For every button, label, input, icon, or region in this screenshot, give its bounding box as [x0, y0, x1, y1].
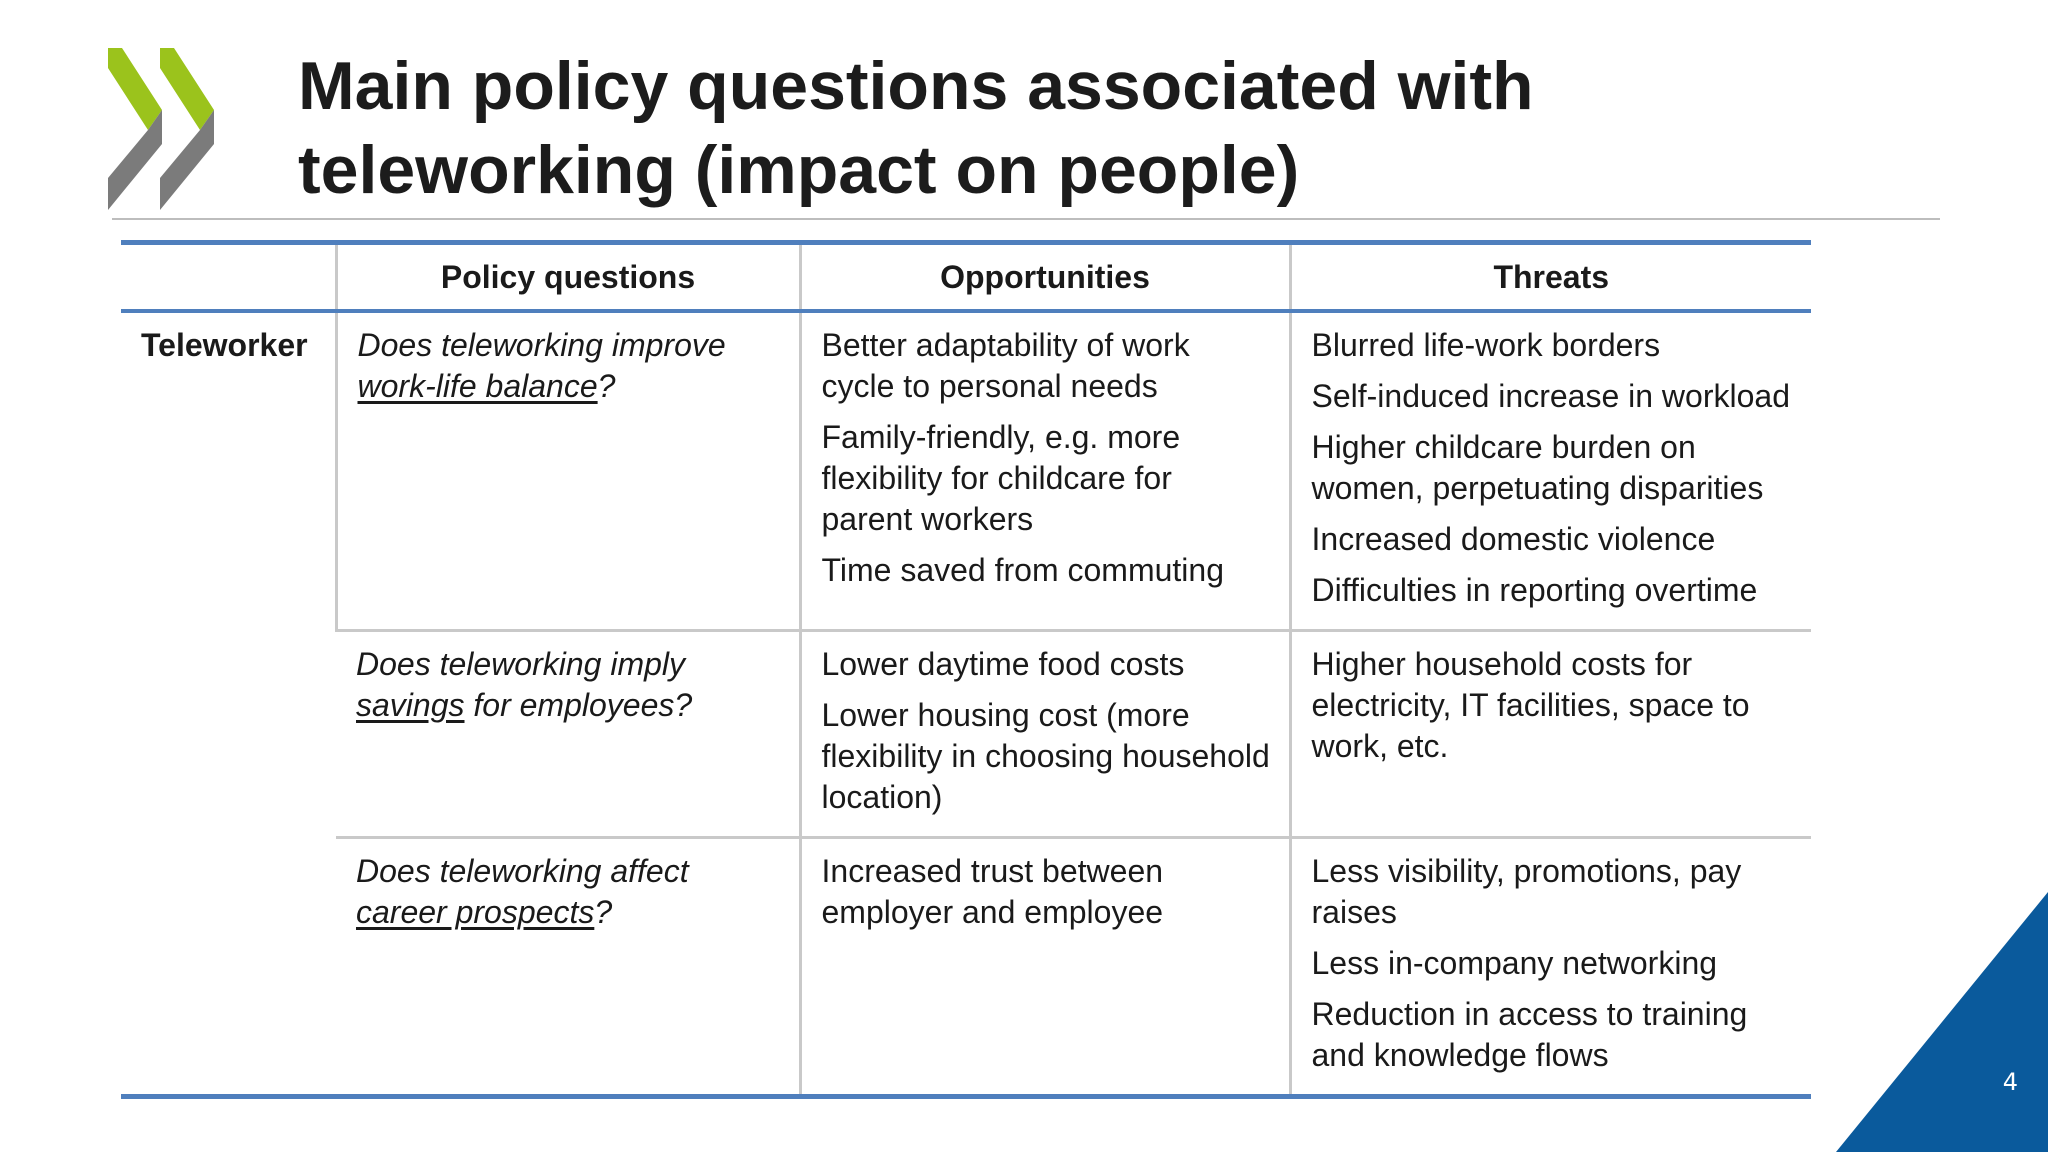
opportunities-cell: [800, 838, 1290, 1097]
slide-title: [298, 44, 1798, 212]
question-keyword: savings: [356, 687, 465, 723]
threat-item: Higher household costs for electricity, IT facilities, space to work, etc.: [1311, 646, 1750, 764]
threats-cell: [1290, 311, 1811, 631]
table-row: [121, 838, 1811, 1097]
opportunity-item: Lower housing cost (more flexibility in choosing household location): [821, 697, 1270, 815]
threat-item: Self-induced increase in workload: [1311, 378, 1790, 414]
table-row: [121, 311, 1811, 631]
header-policy-questions: Policy questions: [336, 243, 800, 312]
question-keyword: career prospects: [356, 894, 595, 930]
question-text: Does teleworking improve: [357, 327, 726, 363]
logo-chevron-right-gray: [160, 110, 214, 210]
header-empty: [121, 243, 336, 312]
question-text: Does teleworking affect: [356, 853, 689, 889]
threat-item: Less visibility, promotions, pay raises: [1311, 853, 1742, 930]
title-divider: [112, 218, 1940, 220]
logo-chevron-left-green: [108, 48, 162, 130]
header-threats: Threats: [1290, 243, 1811, 312]
page-number: 4: [2002, 1068, 2018, 1096]
threat-item: Blurred life-work borders: [1311, 327, 1661, 363]
question-suffix: for employees?: [464, 687, 693, 723]
threats-cell: [1290, 631, 1811, 838]
corner-triangle-decoration: [1836, 892, 2048, 1152]
logo-chevron-right-green: [160, 48, 214, 130]
slide-title-line-1: Main policy questions associated with: [298, 48, 1534, 124]
opportunities-cell: [800, 311, 1290, 631]
threat-item: Difficulties in reporting overtime: [1311, 572, 1758, 608]
row-label-teleworker: Teleworker: [141, 327, 308, 363]
opportunity-item: Family-friendly, e.g. more flexibility for childcare for parent workers: [821, 419, 1181, 537]
threat-item: Reduction in access to training and knowledge flows: [1311, 996, 1748, 1073]
table-row: [121, 631, 1811, 838]
threat-item: Increased domestic violence: [1311, 521, 1716, 557]
header-opportunities: Opportunities: [800, 243, 1290, 312]
question-suffix: ?: [597, 368, 616, 404]
opportunity-item: Time saved from commuting: [821, 552, 1224, 588]
policy-question-cell: [336, 311, 800, 631]
threat-item: Higher childcare burden on women, perpetuating disparities: [1311, 429, 1764, 506]
threats-cell: [1290, 838, 1811, 1097]
question-keyword: work-life balance: [357, 368, 598, 404]
opportunities-cell: [800, 631, 1290, 838]
opportunity-item: Better adaptability of work cycle to personal needs: [821, 327, 1190, 404]
question-text: Does teleworking imply: [356, 646, 686, 682]
opportunity-item: Increased trust between employer and employee: [821, 853, 1164, 930]
threat-item: Less in-company networking: [1311, 945, 1718, 981]
policy-table: [121, 240, 1811, 1099]
opportunity-item: Lower daytime food costs: [821, 646, 1185, 682]
policy-question-cell: [336, 838, 800, 1097]
logo-chevron-left-gray: [108, 110, 162, 210]
oecd-chevron-logo: [108, 48, 220, 210]
policy-question-cell: [336, 631, 800, 838]
question-suffix: ?: [594, 894, 613, 930]
slide-title-line-2: teleworking (impact on people): [298, 132, 1300, 208]
table-header-row: [121, 243, 1811, 312]
